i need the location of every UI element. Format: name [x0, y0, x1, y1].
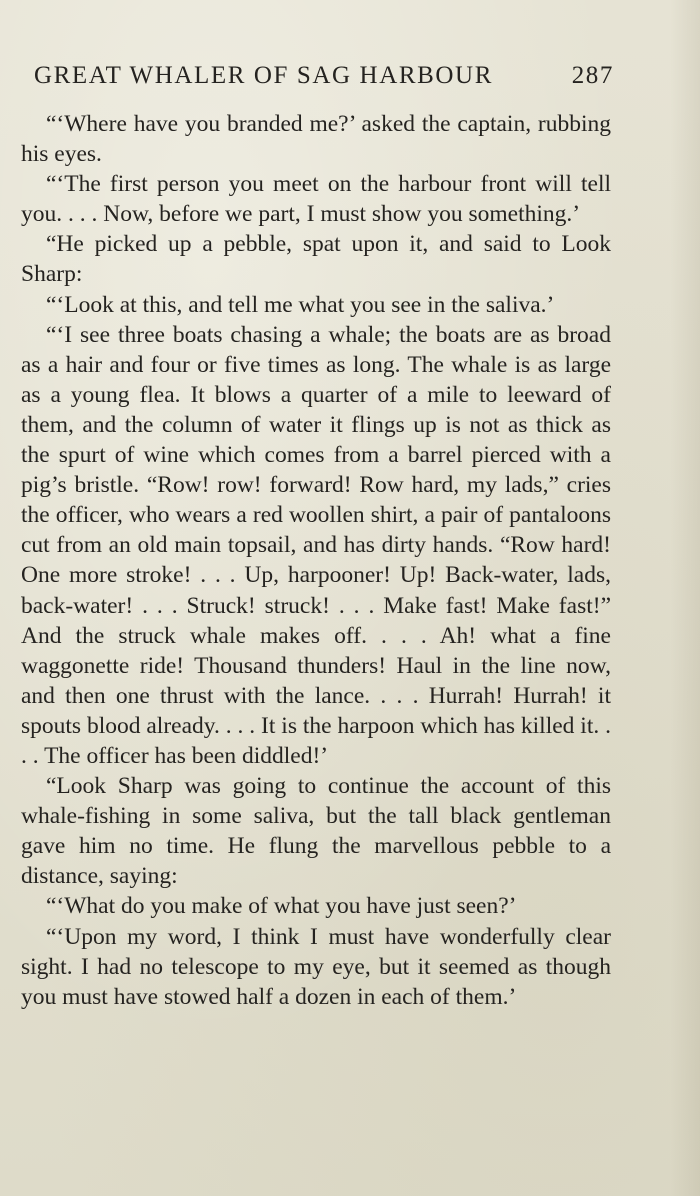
running-title: GREAT WHALER OF SAG HARBOUR — [34, 62, 493, 89]
paragraph: “‘I see three boats chasing a whale; the boats are as broad as a hair and four or five times as long. The whale is as large as a young flea. It blows a quarter of a mile to leeward of them, and the column of water it flings up is not as thick as the spurt of wine which comes from a barrel pierced with a pig’s bristle. “Row! row! forward! Row hard, my lads,” cries the officer, who wears a red woollen shirt, a pair of pantaloons cut from an old main topsail, and has dirty hands. “Row hard! One more stroke! . . . Up, harpooner! Up! Back-water, lads, back-water! . . . Struck! struck! . . . Make fast! Make fast!” And the struck whale makes off. . . . Ah! what a fine waggonette ride! Thousand thunders! Haul in the line now, and then one thrust with the lance. . . . Hurrah! Hurrah! it spouts blood already. . . . It is the harpoon which has killed it. . . . The officer has been diddled!’ — [21, 321, 611, 769]
paragraph: “‘Where have you branded me?’ asked the captain, rubbing his eyes. — [21, 111, 611, 168]
paragraph: “‘Look at this, and tell me what you see in the saliva.’ — [46, 291, 555, 318]
running-head — [34, 60, 614, 92]
paragraph: “‘Upon my word, I think I must have wonderfully clear sight. I had no telescope to my eye, but it seemed as though you must have stowed half a dozen in each of them.’ — [21, 923, 611, 1010]
page-number: 287 — [571, 62, 614, 89]
paragraph: “He picked up a pebble, spat upon it, and said to Look Sharp: — [21, 231, 611, 288]
paragraph: “‘The first person you meet on the harbour front will tell you. . . . Now, before we part, I must show you something.’ — [21, 171, 611, 228]
paragraph: “‘What do you make of what you have just seen?’ — [46, 893, 517, 920]
body-text — [21, 109, 611, 1012]
paragraph: “Look Sharp was going to continue the account of this whale-fishing in some saliva, but the tall black gentleman gave him no time. He flung the marvellous pebble to a distance, saying: — [21, 773, 611, 890]
